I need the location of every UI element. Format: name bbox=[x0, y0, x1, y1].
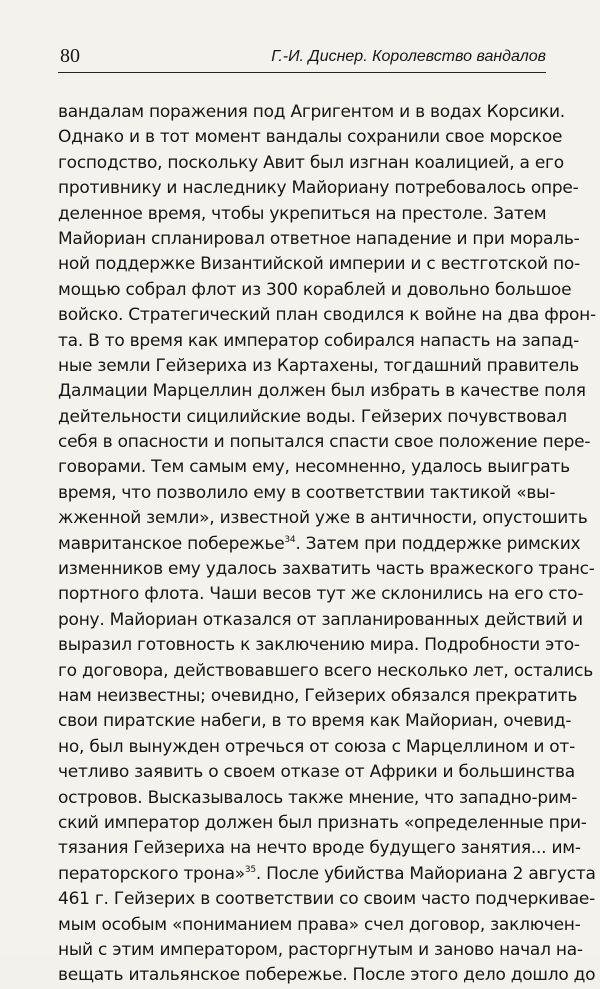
page-number: 80 bbox=[60, 45, 80, 67]
footnote-ref: 34 bbox=[284, 534, 296, 545]
text-line: вещать итальянское побережье. После этого дело дошло до bbox=[58, 965, 596, 986]
text-line: четливо заявить о своем отказе от Африки и большинства bbox=[58, 762, 575, 783]
text-line: мым особым «пониманием права» счел договор, заключен- bbox=[58, 914, 581, 935]
text-line: Майориан спланировал ответное нападение и при мораль- bbox=[58, 228, 580, 249]
text-line: та. В то время как император собирался напасть на запад- bbox=[58, 330, 580, 351]
page-header bbox=[58, 44, 546, 73]
text-line: рону. Майориан отказался от запланированных действий и bbox=[58, 609, 583, 630]
text-segment: . Затем при поддержке римских bbox=[295, 533, 581, 554]
text-line: нам неизвестны; очевидно, Гейзерих обязался прекратить bbox=[58, 685, 578, 706]
text-line: противнику и наследнику Майориану потребовалось опре- bbox=[58, 178, 579, 199]
text-line: ные земли Гейзериха из Картахены, тогдашний правитель bbox=[58, 355, 580, 376]
text-segment: мавританское побережье bbox=[58, 533, 285, 554]
text-line: но, был вынужден отречься от союза с Марцеллином и от- bbox=[58, 736, 575, 757]
running-head: Г.-И. Диснер. Королевство вандалов bbox=[271, 48, 546, 65]
text-segment: . После убийства Майориана 2 августа bbox=[255, 863, 596, 884]
text-line: мощью собрал флот из 300 кораблей и довольно большое bbox=[58, 279, 572, 300]
text-line: ной поддержке Византийской империи и с вестготской по- bbox=[58, 254, 580, 275]
text-line: вандалам поражения под Агригентом и в водах Корсики. bbox=[58, 102, 565, 122]
text-line: время, что позволило ему в соответствии тактикой «вы- bbox=[58, 482, 556, 503]
text-line: войско. Стратегический план сводился к войне на два фрон- bbox=[58, 305, 596, 326]
text-line: выразил готовность к заключению мира. Подробности это- bbox=[58, 635, 580, 656]
text-line: жженной земли», известной уже в античности, опустошить bbox=[58, 508, 588, 529]
text-line: 461 г. Гейзерих в соответствии со своим часто подчеркивае- bbox=[58, 889, 596, 910]
text-line-with-footnote bbox=[58, 862, 596, 887]
text-line: островов. Высказывалось также мнение, что западно-рим- bbox=[58, 787, 578, 808]
body-text bbox=[58, 100, 596, 989]
text-line: говорами. Тем самым ему, несомненно, удалось выиграть bbox=[58, 457, 570, 478]
text-line: ный с этим императором, расторгнутым и заново начал на- bbox=[58, 939, 583, 960]
text-line: го договора, действовавшего всего несколько лет, остались bbox=[58, 660, 594, 681]
text-line: Далмации Марцеллин должен был избрать в качестве поля bbox=[58, 381, 586, 402]
text-line: деленное время, чтобы укрепиться на престоле. Затем bbox=[58, 203, 547, 224]
text-line: портного флота. Чаши весов тут же склонились на его сто- bbox=[58, 584, 584, 605]
text-line: ский император должен был признать «определенные при- bbox=[58, 812, 587, 833]
text-line: Однако и в тот момент вандалы сохранили свое морское bbox=[58, 127, 563, 148]
text-line: тязания Гейзериха на нечто вроде будущего занятия... им- bbox=[58, 838, 581, 859]
text-line: себя в опасности и попытался спасти свое положение пере- bbox=[58, 432, 591, 453]
text-line: изменников ему удалось захватить часть вражеского транс- bbox=[58, 559, 595, 580]
footnote-ref: 35 bbox=[244, 864, 256, 875]
text-line: господство, поскольку Авит был изгнан коалицией, а его bbox=[58, 152, 564, 173]
text-segment: ператорского трона» bbox=[58, 863, 245, 884]
text-line: дейтельности сицилийские воды. Гейзерих почувствовал bbox=[58, 406, 567, 427]
text-line: свои пиратские набеги, в то время как Майориан, очевид- bbox=[58, 711, 572, 732]
text-line-with-footnote bbox=[58, 532, 581, 557]
